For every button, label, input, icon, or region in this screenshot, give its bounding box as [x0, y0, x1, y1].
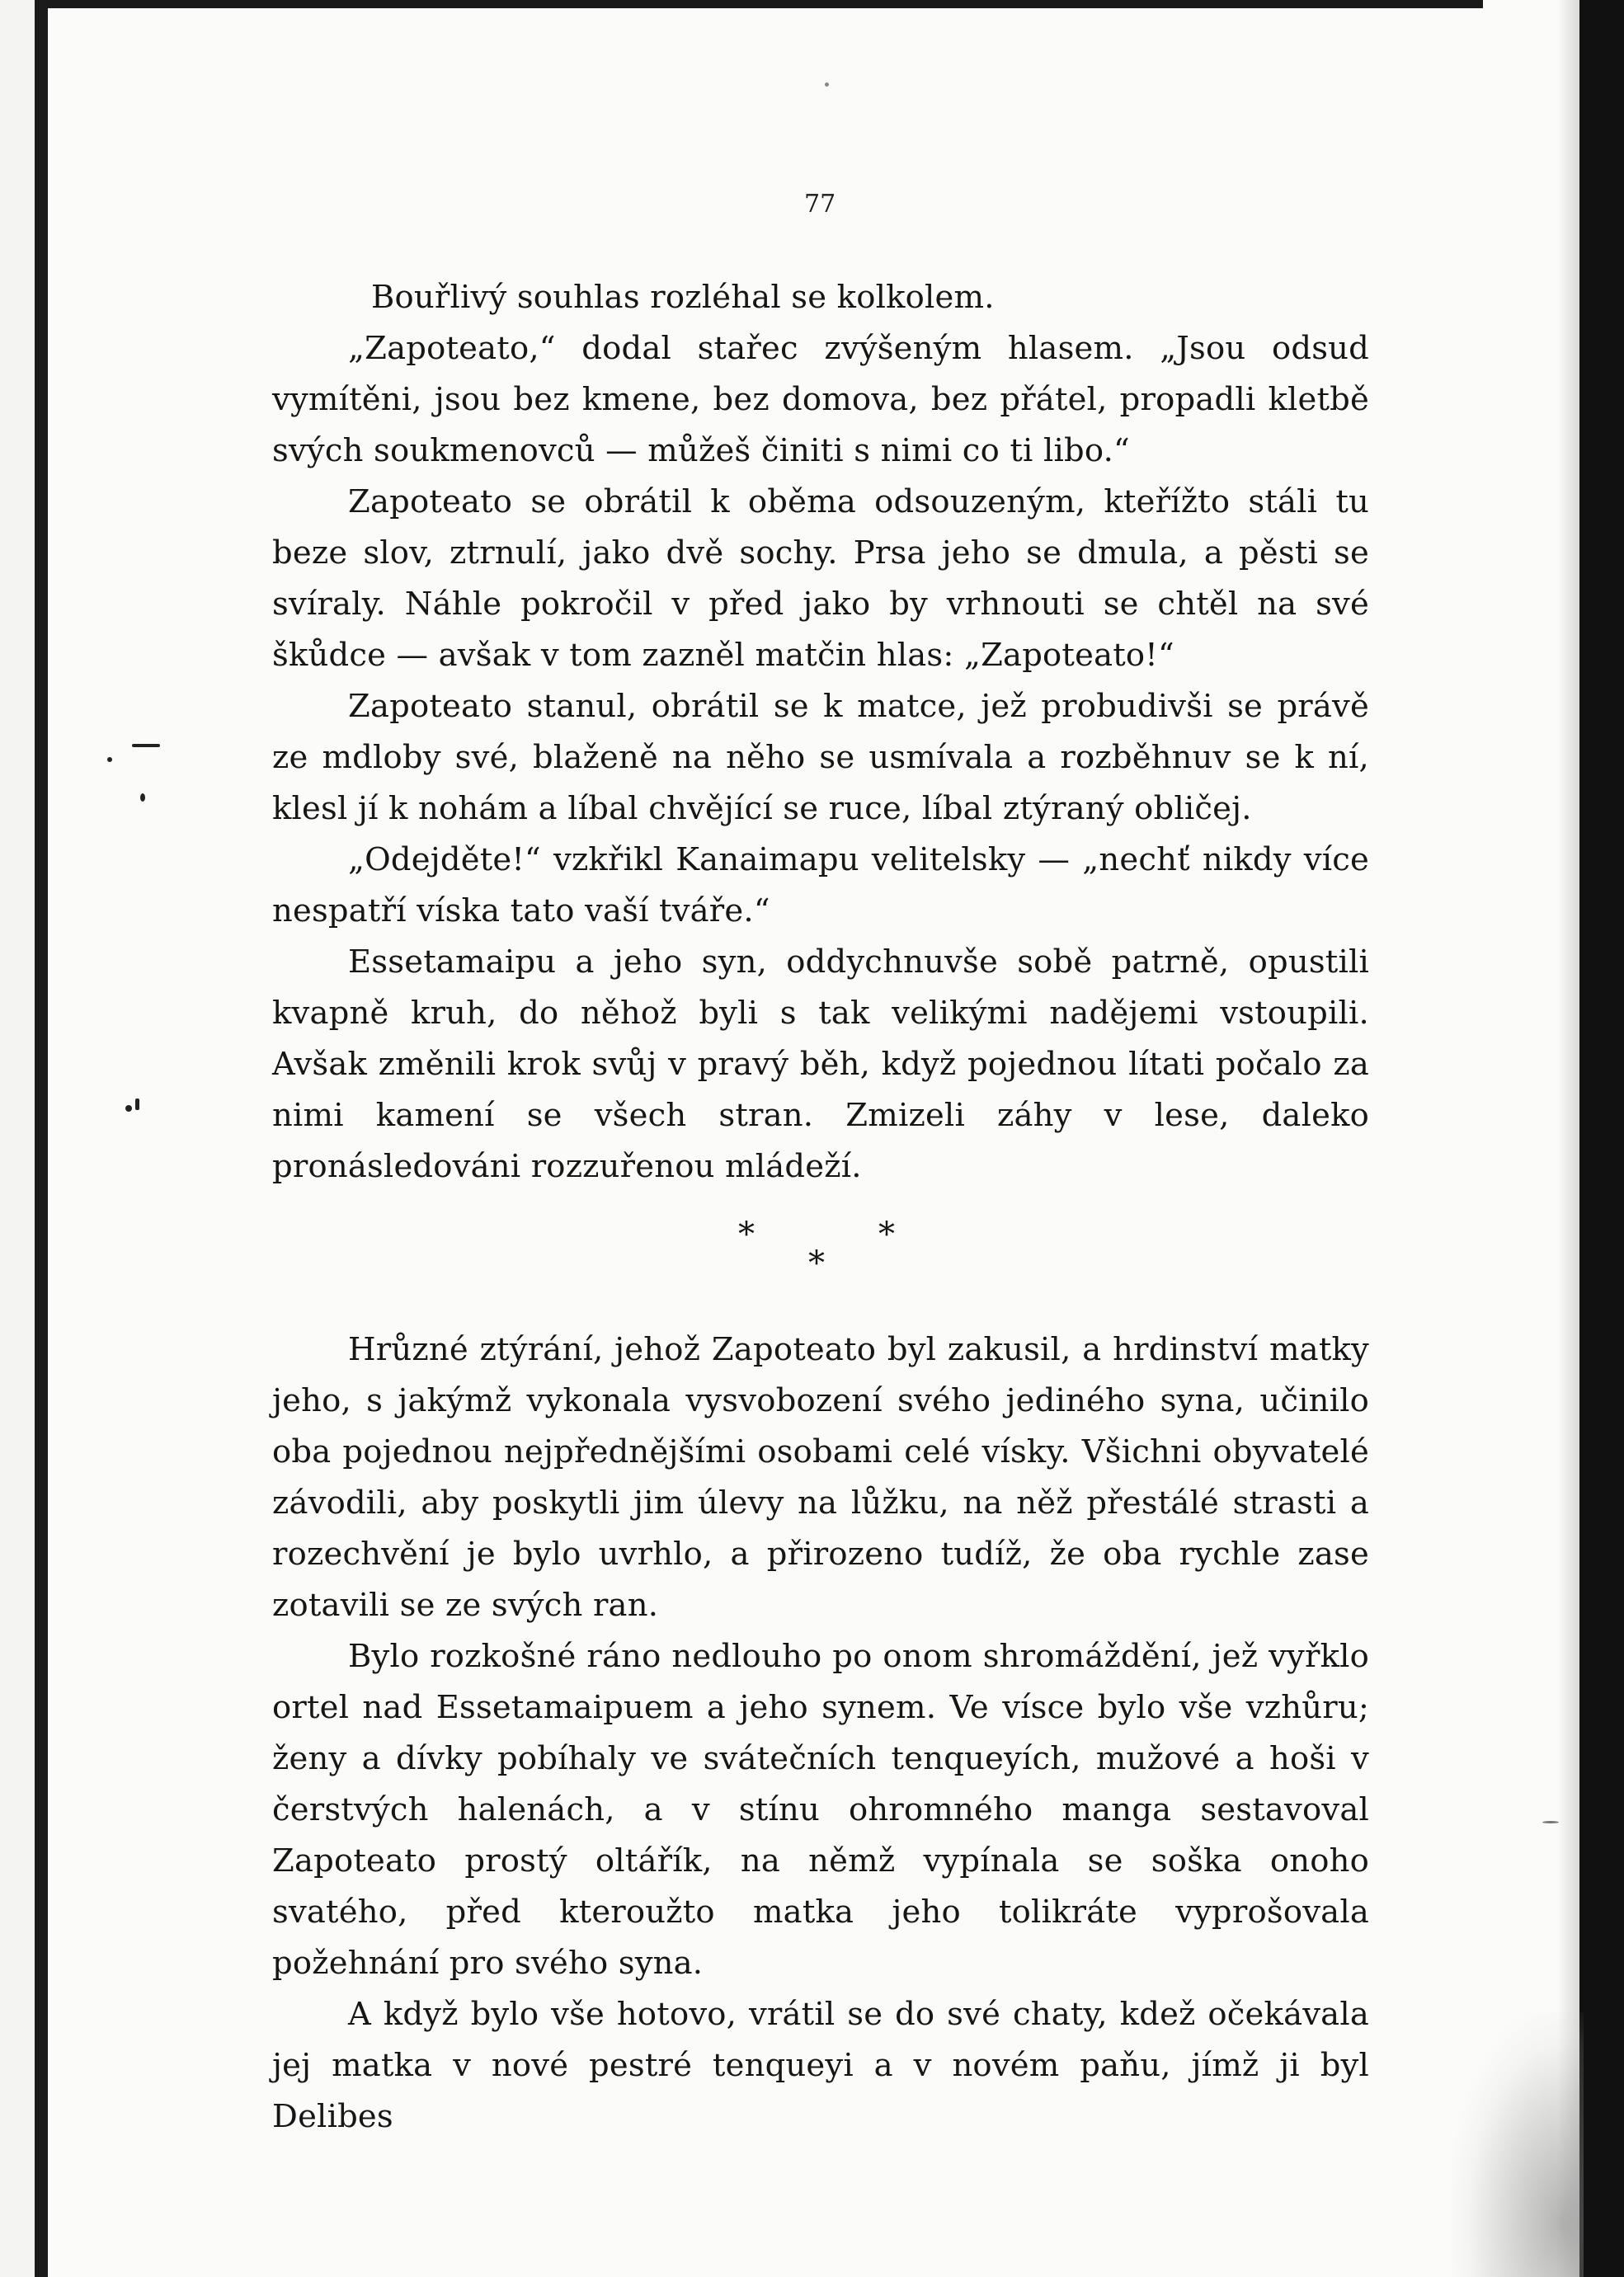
asterism-right: * — [878, 1216, 896, 1254]
paragraph: „Odejděte!“ vzkřikl Kanaimapu velitelsky — „nechť nikdy více nespatří víska tato vaší tváře.“ — [272, 841, 1369, 929]
paragraph: Bylo rozkošné ráno nedlouho po onom shromáždění, jež vyřklo ortel nad Essetamaipuem a jeho synem. Ve vísce bylo vše vzhůru; ženy a dívky pobíhaly ve svátečních tenqueyích, mužové a hoši v čerstvých halenách, a v stínu ohromného manga sestavoval Zapoteato prostý oltářík, na němž vypínala se soška onoho svatého, před kteroužto matka jeho tolikráte vyprošovala požehnání pro svého syna. — [272, 1638, 1369, 1982]
margin-speck — [125, 1105, 132, 1112]
body-text — [272, 272, 1369, 2143]
paragraph: Hrůzné ztýrání, jehož Zapoteato byl zakusil, a hrdinství matky jeho, s jakýmž vykonala vysvobození svého jediného syna, učinilo oba pojednou nejpřednějšími osobami celé vísky. Všichni obyvatelé závodili, aby poskytli jim úlevy na lůžku, na něž přestálé strasti a rozechvění je bylo uvrhlo, a přirozeno tudíž, že oba rychle zase zotavili se ze svých ran. — [272, 1331, 1369, 1624]
asterism-center: * — [808, 1244, 826, 1282]
paragraph: Zapoteato se obrátil k oběma odsouzeným, kteřížto stáli tu beze slov, ztrnulí, jako dvě sochy. Prsa jeho se dmula, a pěsti se svíraly. Náhle pokročil v před jako by vrhnouti se chtěl na své škůdce — avšak v tom zazněl matčin hlas: „Zapoteato!“ — [272, 483, 1369, 674]
paragraph: Bouřlivý souhlas rozléhal se kolkolem. — [371, 279, 995, 316]
top-scan-edge — [48, 0, 1483, 8]
paragraph: A když bylo vše hotovo, vrátil se do své chaty, kdež očekávala jej matka v nové pestré tenqueyi a v novém paňu, jímž ji byl Delibes — [272, 1996, 1369, 2135]
left-margin-shadow — [0, 0, 35, 2277]
margin-speck — [140, 793, 145, 802]
corner-smudge — [1452, 2012, 1584, 2277]
right-scan-edge — [1579, 0, 1624, 2277]
paragraph: Essetamaipu a jeho syn, oddychnuvše sobě patrně, opustili kvapně kruh, do něhož byli s tak velikými nadějemi vstoupili. Avšak změnili krok svůj v pravý běh, když pojednou lítati počalo za nimi kamení se všech stran. Zmizeli záhy v lese, daleko pronásledováni rozzuřenou mládeží. — [272, 943, 1369, 1185]
margin-speck — [825, 82, 829, 87]
section-break — [272, 1193, 1369, 1324]
margin-speck — [1542, 1821, 1559, 1823]
paragraph: „Zapoteato,“ dodal stařec zvýšeným hlasem. „Jsou odsud vymítěni, jsou bez kmene, bez domova, bez přátel, propadli kletbě svých soukmenovců — můžeš činiti s nimi co ti libo.“ — [272, 330, 1369, 469]
margin-speck — [135, 1099, 139, 1110]
paragraph: Zapoteato stanul, obrátil se k matce, jež probudivši se právě ze mdloby své, blaženě na něho se usmívala a rozběhnuv se k ní, klesl jí k nohám a líbal chvějící se ruce, líbal ztýraný obličej. — [272, 688, 1369, 827]
margin-speck — [132, 744, 160, 747]
page-number: 77 — [804, 190, 836, 219]
right-edge-fade — [1557, 0, 1580, 2277]
asterism-left: * — [738, 1216, 756, 1254]
margin-speck — [107, 757, 112, 762]
left-scan-edge — [35, 0, 48, 2277]
